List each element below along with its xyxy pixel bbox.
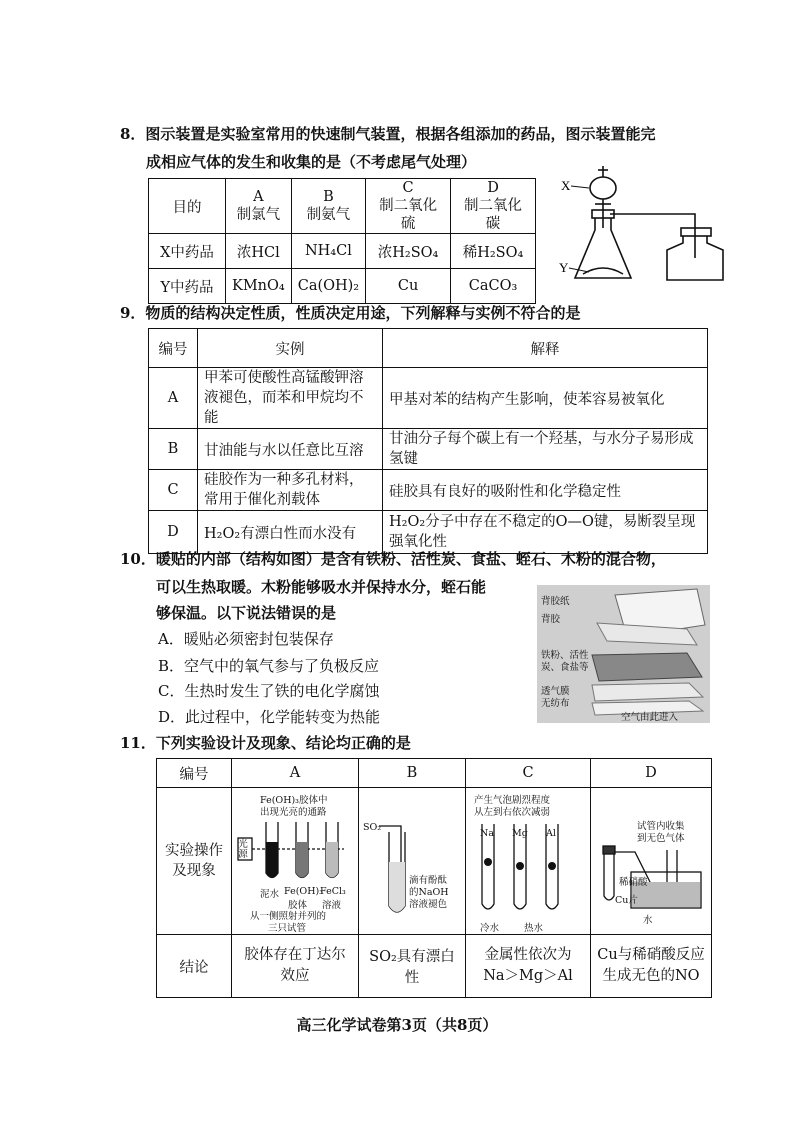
table-cell: 金属性依次为 Na＞Mg＞Al: [466, 935, 591, 998]
table-cell: 实验操作 及现象: [157, 788, 232, 935]
table-cell: Ca(OH)₂: [291, 269, 365, 304]
fig-b-text: SO₂: [363, 822, 382, 833]
table-row: [149, 329, 708, 368]
fig-a-text: Fe(OH)₃胶体中: [260, 795, 328, 806]
fig-a-text: Fe(OH)₃: [284, 886, 323, 897]
fig-c-text: 从左到右依次减弱: [474, 807, 551, 818]
table-cell: D: [149, 511, 198, 554]
table-cell: B 制氨气: [291, 179, 365, 234]
fig-c-text: 冷水: [480, 923, 500, 934]
fig-d-text: 到无色气体: [637, 833, 685, 844]
q10-option-a: A．暖贴必须密封包装保存: [158, 630, 334, 648]
fig-d-text: 稀硝酸: [619, 877, 648, 888]
table-cell: C: [466, 759, 591, 788]
gas-apparatus-figure: [555, 158, 725, 288]
table-cell: B: [359, 759, 466, 788]
table-cell: 实例: [198, 329, 383, 368]
fig-c-text: Na: [480, 828, 494, 839]
photo-label: 无纺布: [541, 698, 570, 709]
table-cell: H₂O₂分子中存在不稳定的O—O键，易断裂呈现强氧化性: [383, 511, 708, 554]
photo-label: 背胶纸: [541, 596, 570, 607]
table-row: [149, 269, 536, 304]
fig-a-text: 三只试管: [268, 923, 307, 934]
q11-table: [156, 758, 712, 998]
table-row: [157, 759, 712, 788]
photo-label: 空气由此进入: [621, 712, 679, 723]
q10-line1: 10．暖贴的内部（结构如图）是含有铁粉、活性炭、食盐、蛭石、木粉的混合物，: [120, 550, 666, 568]
table-cell: C 制二氧化硫: [366, 179, 451, 234]
q9-table: [148, 328, 708, 554]
q10-option-b: B．空气中的氧气参与了负极反应: [158, 657, 380, 675]
warmer-structure-photo: [537, 585, 710, 723]
photo-label: 铁粉、活性: [541, 650, 589, 661]
fig-b-text: 溶液褪色: [409, 899, 448, 910]
q10-option-d: D．此过程中，化学能转变为热能: [158, 708, 381, 726]
fig-d-text: 试管内收集: [637, 821, 685, 832]
fig-a-text: 胶体: [288, 900, 308, 911]
table-row: [157, 935, 712, 998]
q10-option-c: C．生热时发生了铁的电化学腐蚀: [158, 682, 380, 700]
table-cell: A 制氯气: [226, 179, 292, 234]
table-row: [149, 234, 536, 269]
fig-a-text: 溶液: [322, 900, 342, 911]
table-cell: D: [591, 759, 712, 788]
table-cell: 稀H₂SO₄: [451, 234, 536, 269]
table-row: [149, 179, 536, 234]
fig-c-text: Mg: [512, 828, 528, 839]
table-cell: Y中药品: [149, 269, 226, 304]
fig-b-text: 的NaOH: [409, 887, 449, 898]
table-cell: A: [232, 759, 359, 788]
page-footer: 高三化学试卷第3页（共8页）: [296, 1016, 498, 1034]
fig-a-text: 泥水: [260, 889, 280, 900]
q8-table: [148, 178, 536, 304]
table-cell: KMnO₄: [226, 269, 292, 304]
fig-a-text: FeCl₃: [320, 886, 346, 897]
photo-label: 透气膜: [541, 686, 570, 697]
table-cell: 甘油能与水以任意比互溶: [198, 429, 383, 470]
photo-label: 背胶: [541, 614, 561, 625]
table-cell: C: [149, 470, 198, 511]
table-cell: D 制二氧化碳: [451, 179, 536, 234]
table-row: [149, 429, 708, 470]
cell-fig-a: [232, 788, 359, 935]
table-cell: 甲基对苯的结构产生影响，使苯容易被氧化: [383, 368, 708, 429]
table-row: [149, 470, 708, 511]
table-row: [149, 368, 708, 429]
fig-d-text: 水: [643, 915, 653, 926]
q8-line2: 成相应气体的发生和收集的是（不考虑尾气处理）: [146, 153, 477, 171]
table-cell: X中药品: [149, 234, 226, 269]
table-cell: 甘油分子每个碳上有一个羟基，与水分子易形成氢键: [383, 429, 708, 470]
table-cell: 目的: [149, 179, 226, 234]
table-cell: Cu: [366, 269, 451, 304]
table-row: [157, 788, 712, 935]
cell-fig-c: [466, 788, 591, 935]
table-cell: Cu与稀硝酸反应 生成无色的NO: [591, 935, 712, 998]
cell-fig-b: [359, 788, 466, 935]
fig-c-text: 热水: [524, 923, 544, 934]
q11-line1: 11．下列实验设计及现象、结论均正确的是: [120, 734, 411, 752]
table-cell: CaCO₃: [451, 269, 536, 304]
table-cell: 甲苯可使酸性高锰酸钾溶液褪色，而苯和甲烷均不能: [198, 368, 383, 429]
fig-c-text: 产生气泡剧烈程度: [474, 795, 551, 806]
fig-a-text: 光源: [238, 839, 248, 860]
table-cell: 编号: [157, 759, 232, 788]
cell-fig-d: [591, 788, 712, 935]
fig-b-text: 滴有酚酞: [409, 875, 448, 886]
table-cell: A: [149, 368, 198, 429]
table-cell: B: [149, 429, 198, 470]
fig-a-text: 从一侧照射并列的: [250, 911, 327, 922]
table-cell: 浓H₂SO₄: [366, 234, 451, 269]
photo-label: 炭、食盐等: [541, 662, 589, 673]
table-cell: 硅胶具有良好的吸附性和化学稳定性: [383, 470, 708, 511]
label-y: Y: [559, 260, 569, 275]
label-x: X: [561, 178, 571, 193]
fig-a-text: 出现光亮的通路: [260, 807, 327, 818]
q9-line1: 9．物质的结构决定性质，性质决定用途，下列解释与实例不符合的是: [120, 304, 581, 322]
table-cell: 解释: [383, 329, 708, 368]
fig-c-text: Al: [546, 828, 556, 839]
table-cell: 浓HCl: [226, 234, 292, 269]
table-cell: NH₄Cl: [291, 234, 365, 269]
fig-d-text: Cu片: [615, 895, 638, 906]
table-cell: 胶体存在丁达尔 效应: [232, 935, 359, 998]
table-cell: 编号: [149, 329, 198, 368]
q10-line3: 够保温。以下说法错误的是: [156, 604, 337, 622]
q10-line2: 可以生热取暖。木粉能够吸水并保持水分，蛭石能: [156, 578, 487, 596]
table-cell: H₂O₂有漂白性而水没有: [198, 511, 383, 554]
q8-line1: 8．图示装置是实验室常用的快速制气装置，根据各组添加的药品，图示装置能完: [120, 125, 656, 143]
table-cell: 硅胶作为一种多孔材料，常用于催化剂载体: [198, 470, 383, 511]
table-cell: 结论: [157, 935, 232, 998]
table-cell: SO₂具有漂白性: [359, 935, 466, 998]
